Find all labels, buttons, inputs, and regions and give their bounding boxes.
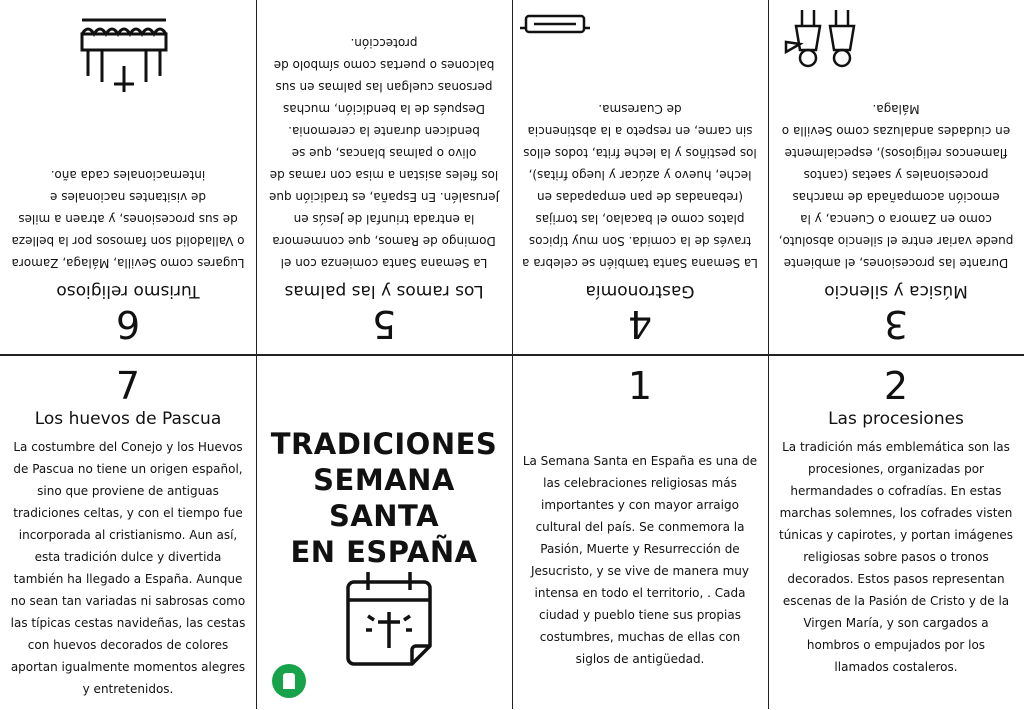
- panel-text: La Semana Santa también se celebra a través de la comida. Son muy típicos platos como el bacalao, las torrijas (rebanadas de pan empapadas en leche, huevo y azúcar y luego fritas), los pestiños y la leche frita, todos ellos sin carne, en respeto a la abstinencia de Cuaresma.: [522, 102, 758, 270]
- panel-title: Turismo religioso: [56, 281, 200, 301]
- badge-mark-icon: [283, 673, 295, 689]
- panel-number: 4: [627, 302, 653, 346]
- panel-text: La costumbre del Conejo y los Huevos de Pascua no tiene un origen español, sino que proviene de antiguas tradiciones celtas, y con el tiempo fue incorporada al cristianismo. Aun así, esta tradición dulce y divertida también ha llegado a España. Aunque no sean tan variadas ni sabrosas como las típicas cestas navideñas, las cestas con huevos decorados de colores aportan igualmente momentos alegres y entretenidos.: [10, 440, 246, 696]
- green-logo-badge: [272, 664, 306, 698]
- panel-title: Los huevos de Pascua: [34, 409, 222, 429]
- panel-title: Gastronomía: [585, 281, 695, 301]
- panel-title: Las procesiones: [828, 409, 964, 429]
- fold-line-horizontal: [0, 354, 1024, 356]
- panel-1-introduccion: [512, 356, 768, 710]
- cover-title-line-1: TRADICIONES: [270, 427, 498, 461]
- panel-text: La Semana Santa comienza con el Domingo de Ramos, que conmemora la entrada triunfal de Jesús en Jerusalén. En España, es tradición que los fieles asistan a misa con ramas de olivo o palmas blancas, que se bendicen durante la ceremonia. Después de la bendición, muchas personas cuelgan las palmas en sus balcones o puertas como símbolo de protección.: [268, 36, 500, 270]
- panel-text: Durante las procesiones, el ambiente puede variar entre el silencio absoluto, como en Zamora o Cuenca, y la emoción acompañada de marchas procesionales y saetas (cantos flamencos religiosos), especialmente en ciudades andaluzas como Sevilla o Málaga.: [778, 102, 1014, 270]
- procession-float-icon: [76, 12, 172, 96]
- calendar-cross-icon: [344, 568, 434, 670]
- panel-7-huevos-pascua: [0, 356, 256, 710]
- panel-text: La Semana Santa en España es una de las celebraciones religiosas más importantes y con mayor arraigo cultural del país. Se conmemora la Pasión, Muerte y Resurrección de Jesucristo, y se vive de manera muy intensa en todo el territorio, . Cada ciudad y pueblo tiene sus propias costumbres, muchas de ellas con siglos de antigüedad.: [522, 454, 758, 666]
- panel-title: Los ramos y las palmas: [284, 281, 484, 301]
- panel-5-ramos-palmas: [256, 0, 512, 354]
- panel-number: 3: [883, 302, 909, 346]
- cover-panel: [256, 356, 512, 710]
- musicians-icon: [782, 6, 866, 72]
- panel-2-procesiones: [768, 356, 1024, 710]
- baking-tray-icon: [518, 8, 592, 42]
- panel-6-turismo-religioso: [0, 0, 256, 354]
- cover-title-line-2: SEMANA SANTA: [313, 463, 455, 533]
- panel-number: 7: [115, 364, 141, 408]
- panel-text: Lugares como Sevilla, Málaga, Zamora o Valladolid son famosos por la belleza de sus procesiones, y atraen a miles de visitantes nacionales e internacionales cada año.: [11, 168, 245, 270]
- panel-number: 2: [883, 364, 909, 408]
- panel-3-musica-silencio: [768, 0, 1024, 354]
- cover-title-line-3: EN ESPAÑA: [290, 535, 478, 569]
- panel-title: Música y silencio: [824, 281, 968, 301]
- panel-text: La tradición más emblemática son las procesiones, organizadas por hermandades o cofradías. En estas marchas solemnes, los cofrades visten túnicas y capirotes, y portan imágenes religiosas sobre pasos o tronos decorados. Estos pasos representan escenas de la Pasión de Cristo y de la Virgen María, y son cargados a hombros o empujados por los llamados costaleros.: [779, 440, 1013, 674]
- panel-4-gastronomia: [512, 0, 768, 354]
- panel-number: 5: [371, 302, 397, 346]
- panel-number: 1: [627, 364, 653, 408]
- cover-title: [256, 426, 512, 570]
- panel-number: 6: [115, 302, 141, 346]
